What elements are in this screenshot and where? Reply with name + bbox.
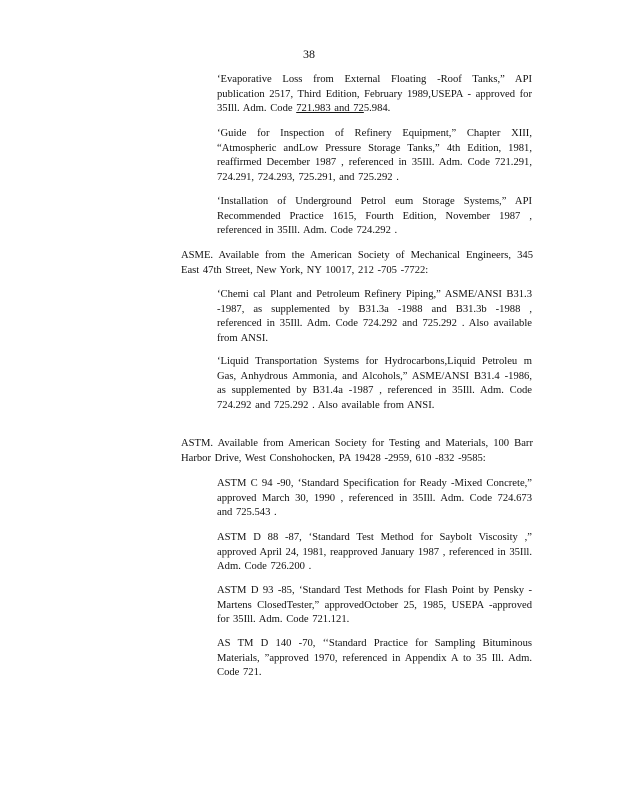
reference-entry-api-evaporative-loss bbox=[217, 73, 532, 117]
reference-entry-astm-d140: AS TM D 140 -70, ‘‘Standard Practice for Sampling Bituminous Materials, ”approved 1970, referenced in Appendix A to 35 Ill. Adm. Code 721. bbox=[217, 638, 532, 679]
reference-entry-api-guide-inspection: ‘Guide for Inspection of Refinery Equipment,” Chapter XIII, “Atmospheric andLow Pressure Storage Tanks,” 4th Edition, 1981, reaffirmed December 1987 , referenced in 35Ill. Adm. Code 721.291, 724.291, 724.293, 725.291, and 725.292 . bbox=[217, 128, 532, 183]
organization-header-astm: ASTM. Available from American Society for Testing and Materials, 100 Barr Harbor Drive, West Conshohocken, PA 19428 -2959, 610 -832 -9585: bbox=[181, 438, 533, 464]
reference-entry-astm-c94: ASTM C 94 -90, ‘Standard Specification for Ready -Mixed Concrete,” approved March 30, 1990 , referenced in 35Ill. Adm. Code 724.673 and 725.543 . bbox=[217, 478, 532, 519]
entry-underlined-text: 721.983 and 72 bbox=[296, 103, 364, 115]
entry-text-after: 5.984. bbox=[363, 103, 391, 115]
page-number: 38 bbox=[303, 47, 315, 61]
reference-entry-asme-liquid-transportation: ‘Liquid Transportation Systems for Hydrocarbons,Liquid Petroleu m Gas, Anhydrous Ammonia, and Alcohols,” ASME/ANSI B31.4 -1986, as supplemented by B31.4a -1987 , referenced in 35Ill. Adm. Code 724.292 and 725.292 . Also available from ANSI. bbox=[217, 356, 532, 411]
organization-header-asme: ASME. Available from the American Society of Mechanical Engineers, 345 East 47th Street, New York, NY 10017, 212 -705 -7722: bbox=[181, 250, 533, 276]
reference-entry-api-underground-storage: ‘Installation of Underground Petrol eum Storage Systems,” API Recommended Practice 1615, Fourth Edition, November 1987 , referenced in 35Ill. Adm. Code 724.292 . bbox=[217, 196, 532, 237]
reference-entry-asme-refinery-piping: ‘Chemi cal Plant and Petroleum Refinery Piping,” ASME/ANSI B31.3 -1987, as supplemented by B31.3a -1988 and B31.3b -1988 , referenced in 35Ill. Adm. Code 724.292 and 725.292 . Also available from ANSI. bbox=[217, 289, 532, 344]
reference-entry-astm-d93: ASTM D 93 -85, ‘Standard Test Methods for Flash Point by Pensky -Martens ClosedTester,” approvedOctober 25, 1985, USEPA -approved for 35Ill. Adm. Code 721.121. bbox=[217, 585, 532, 626]
reference-entry-astm-d88: ASTM D 88 -87, ‘Standard Test Method for Saybolt Viscosity ,” approved April 24, 1981, reapproved January 1987 , referenced in 35Ill. Adm. Code 726.200 . bbox=[217, 532, 532, 573]
entry-text: ‘Evaporative Loss from External Floating -Roof Tanks,” API publication 2517, Third Edition, February 1989,USEPA - approved for 35Ill. Adm. Code bbox=[217, 74, 532, 115]
